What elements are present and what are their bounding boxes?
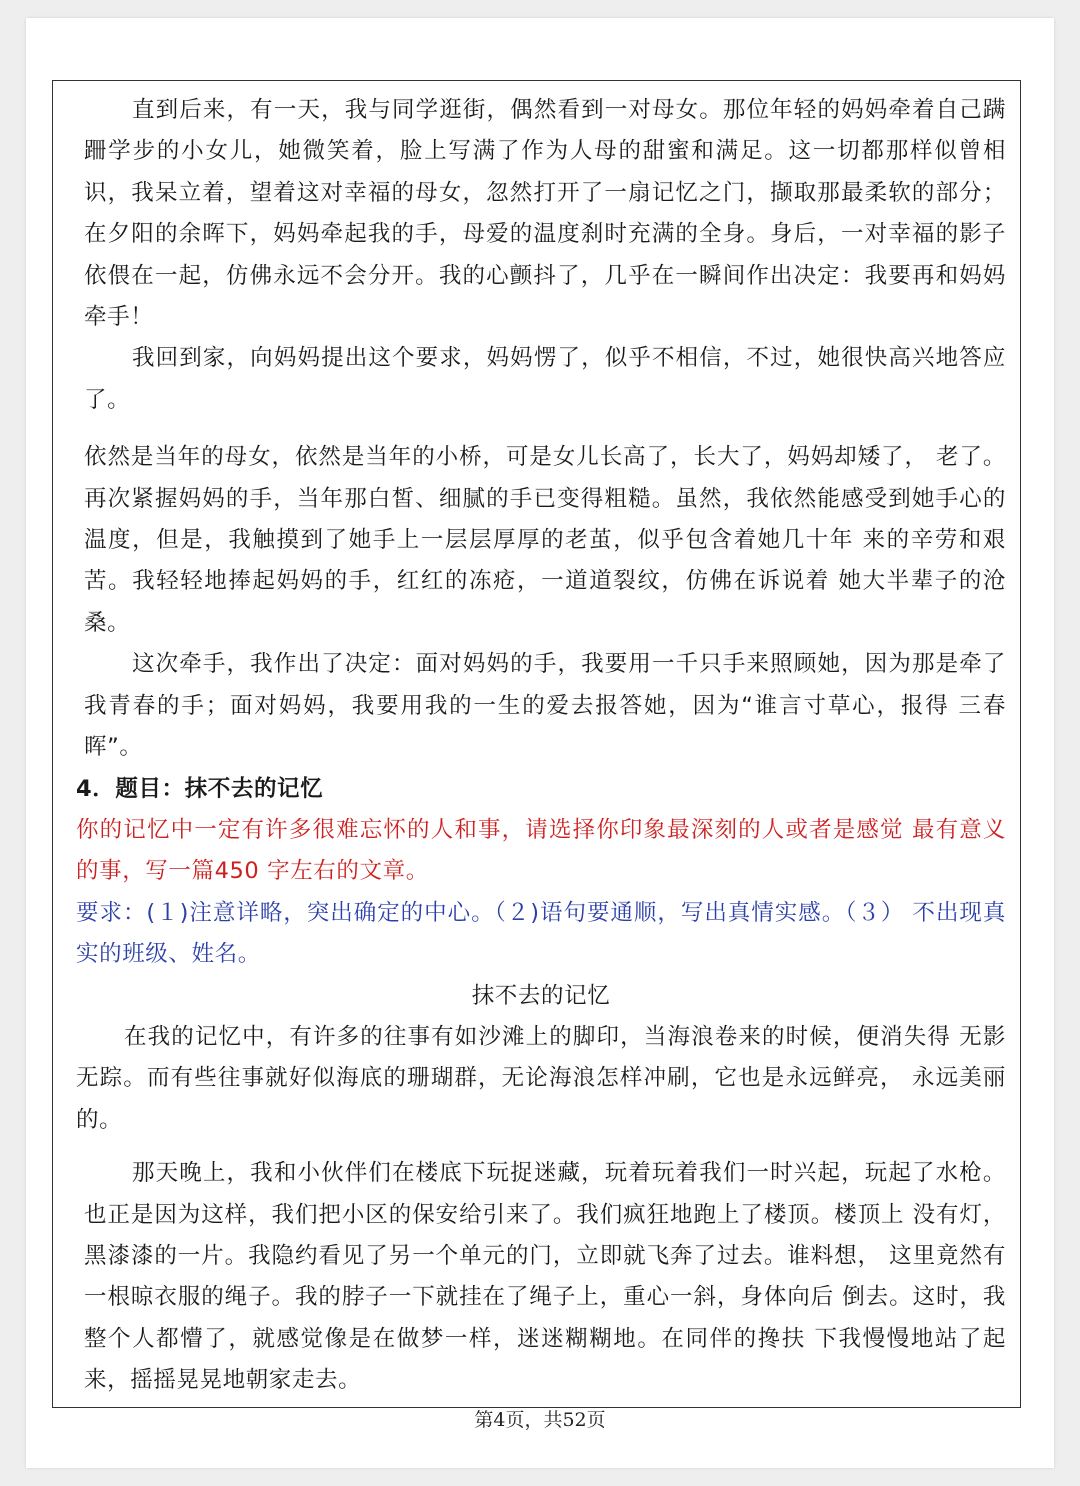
essay-paragraph: 这次牵手，我作出了决定：面对妈妈的手，我要用一千只手来照顾她，因为那是牵了我青春的手；面对妈妈，我要用我的一生的爱去报答她，因为“谁言寸草心，报得 三春晖”。 (84, 651, 1006, 761)
question-prompt: 你的记忆中一定有许多很难忘怀的人和事，请选择你印象最深刻的人或者是感觉 最有意义的事，写一篇450 字左右的文章。 (76, 816, 1006, 885)
question-heading: 4．题目：抹不去的记忆 (76, 775, 324, 802)
essay-paragraph: 我回到家，向妈妈提出这个要求，妈妈愣了，似乎不相信，不过，她很快高兴地答应了。 (84, 345, 1006, 413)
essay-title: 抹不去的记忆 (471, 982, 611, 1009)
essay-paragraph: 直到后来，有一天，我与同学逛街，偶然看到一对母女。那位年轻的妈妈牵着自己蹒跚学步的小女儿，她微笑着，脸上写满了作为人母的甜蜜和满足。这一切都那样似曾相识，我呆立着，望着这对幸福的母女，忽然打开了一扇记忆之门，撷取那最柔软的部分；在夕阳的余晖下，妈妈牵起我的手，母爱的温度刹时充满的全身。身后，一对幸福的影子依偎在一起，仿佛永远不会分开。我的心颤抖了，几乎在一瞬间作出决定：我要再和妈妈牵手！ (84, 97, 1006, 331)
essay-paragraph: 那天晚上，我和小伙伴们在楼底下玩捉迷藏，玩着玩着我们一时兴起，玩起了水枪。也正是因为这样，我们把小区的保安给引来了。我们疯狂地跑上了楼顶。楼顶上 没有灯，黑漆漆的一片。我隐约看见了另一个单元的门，立即就飞奔了过去。谁料想， 这里竟然有一根晾衣服的绳子。我的脖子一下就挂在了绳子上，重心一斜，身体向后 倒去。这时，我整个人都懵了，就感觉像是在做梦一样，迷迷糊糊地。在同伴的搀扶 下我慢慢地站了起来，摇摇晃晃地朝家走去。 (84, 1160, 1006, 1394)
page-number: 第4页，共52页 (474, 1409, 606, 1431)
essay-paragraph: 依然是当年的母女，依然是当年的小桥，可是女儿长高了，长大了，妈妈却矮了， 老了。再次紧握妈妈的手，当年那白皙、细腻的手已变得粗糙。虽然，我依然能感受到她手心的温度，但是，我触摸到了她手上一层层厚厚的老茧，似乎包含着她几十年 来的辛劳和艰苦。我轻轻地捧起妈妈的手，红红的冻疮，一道道裂纹，仿佛在诉说着 她大半辈子的沧桑。 (84, 444, 1006, 636)
question-requirements: 要求：(１)注意详略，突出确定的中心。（２)语句要通顺，写出真情实感。（３） 不出现真实的班级、姓名。 (76, 899, 1006, 968)
essay-paragraph: 在我的记忆中，有许多的往事有如沙滩上的脚印，当海浪卷来的时候，便消失得 无影无踪。而有些往事就好似海底的珊瑚群，无论海浪怎样冲刷，它也是永远鲜亮， 永远美丽的。 (76, 1023, 1006, 1133)
document-body (76, 90, 1006, 1402)
